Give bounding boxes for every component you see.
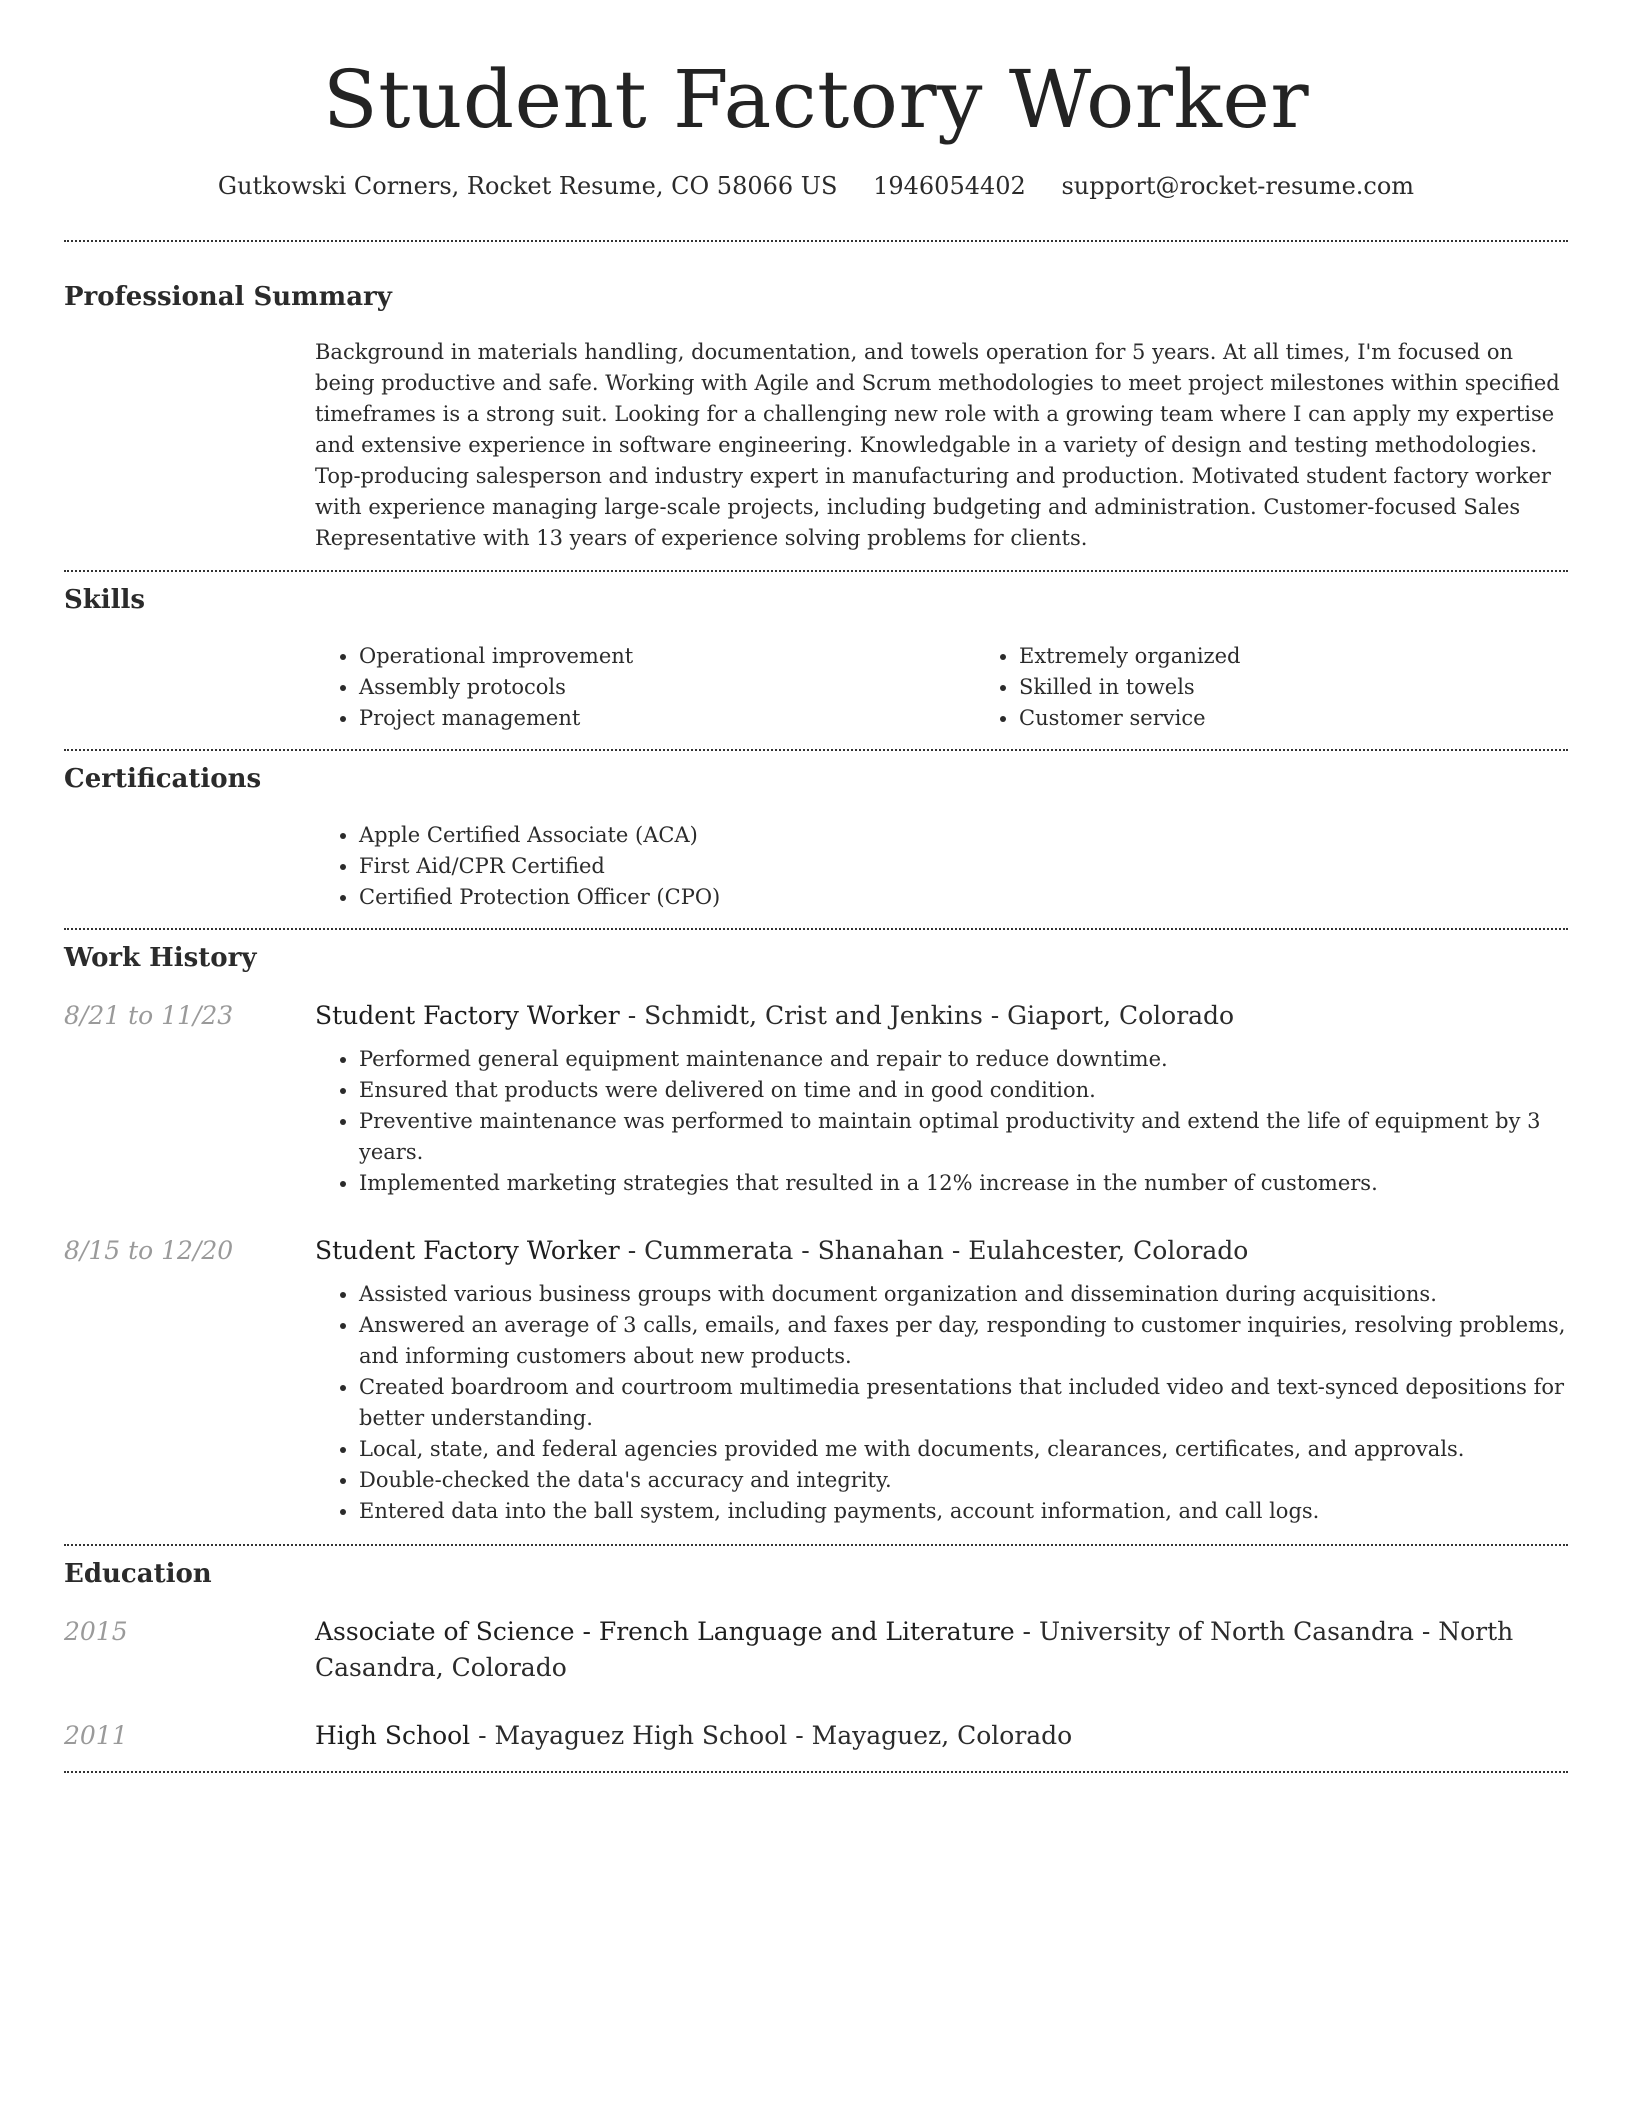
- certification-item: • First Aid/CPR Certified: [359, 851, 1568, 882]
- skills-section: [64, 584, 1568, 734]
- work-history-section: [64, 942, 1568, 1527]
- education-school: - University of North Casandra - North Casandra, Colorado: [315, 1617, 1514, 1682]
- certifications-spacer: [64, 820, 315, 913]
- contact-email: support@rocket-resume.com: [1061, 172, 1415, 200]
- section-divider: [64, 570, 1568, 572]
- skills-list-left: [315, 641, 975, 734]
- contact-phone: 1946054402: [873, 172, 1026, 200]
- job-spacer: [64, 1279, 315, 1527]
- job-role: Student Factory Worker: [315, 1001, 620, 1030]
- skill-item: • Extremely organized: [1019, 641, 1632, 672]
- job-title-line: [315, 1233, 1568, 1269]
- job-spacer: [64, 1044, 315, 1199]
- work-history-heading: Work History: [64, 943, 257, 973]
- section-divider: [64, 240, 1568, 242]
- candidate-name: Student Factory Worker: [322, 53, 1310, 146]
- section-divider: [64, 749, 1568, 751]
- job-bullet: • Double-checked the data's accuracy and integrity.: [359, 1465, 1568, 1496]
- job-bullet: • Created boardroom and courtroom multimedia presentations that included video and text-synced depositions for better understanding.: [359, 1372, 1568, 1434]
- job-entry: [64, 998, 1568, 1199]
- skill-item: • Customer service: [1019, 703, 1632, 734]
- education-degree: High School: [315, 1721, 471, 1750]
- education-year: 2015: [64, 1617, 128, 1646]
- summary-spacer: [64, 337, 315, 554]
- job-employer: - Cummerata - Shanahan - Eulahcester, Colorado: [619, 1236, 1249, 1265]
- job-bullet: • Performed general equipment maintenance and repair to reduce downtime.: [359, 1044, 1568, 1075]
- contact-line: [64, 170, 1568, 202]
- education-degree: Associate of Science - French Language and Literature: [315, 1617, 1015, 1646]
- summary-section: [64, 281, 1568, 554]
- education-title-line: [315, 1614, 1568, 1686]
- certification-item: • Certified Protection Officer (CPO): [359, 882, 1568, 913]
- job-dates: 8/15 to 12/20: [64, 1236, 234, 1265]
- job-title-line: [315, 998, 1568, 1034]
- job-bullets: [315, 1044, 1568, 1199]
- section-divider: [64, 1544, 1568, 1546]
- skills-heading: Skills: [64, 585, 146, 615]
- summary-text: Background in materials handling, documentation, and towels operation for 5 years. At all times, I'm focused on being productive and safe. Working with Agile and Scrum methodologies to meet project milestones within specified timeframes is a strong suit. Looking for a challenging new role with a growing team where I can apply my expertise and extensive experience in software engineering. Knowledgable in a variety of design and testing methodologies. Top-producing salesperson and industry expert in manufacturing and production. Motivated student factory worker with experience managing large-scale projects, including budgeting and administration. Customer-focused Sales Representative with 13 years of experience solving problems for clients.: [315, 340, 1560, 550]
- certifications-heading: Certifications: [64, 764, 262, 794]
- skills-spacer: [64, 641, 315, 734]
- skill-item: • Project management: [359, 703, 975, 734]
- education-year: 2011: [64, 1721, 128, 1750]
- education-school: - Mayaguez High School - Mayaguez, Colorado: [470, 1721, 1073, 1750]
- section-divider: [64, 1771, 1568, 1773]
- job-bullet: • Local, state, and federal agencies provided me with documents, clearances, certificates, and approvals.: [359, 1434, 1568, 1465]
- job-bullet: • Assisted various business groups with document organization and dissemination during acquisitions.: [359, 1279, 1568, 1310]
- job-entry: [64, 1233, 1568, 1527]
- certifications-list: [315, 820, 1568, 913]
- job-dates: 8/21 to 11/23: [64, 1001, 234, 1030]
- education-entry: [64, 1614, 1568, 1686]
- job-bullet: • Entered data into the ball system, including payments, account information, and call logs.: [359, 1496, 1568, 1527]
- skills-list-right: [975, 641, 1632, 734]
- education-entry: [64, 1718, 1568, 1754]
- job-bullet: • Ensured that products were delivered on time and in good condition.: [359, 1075, 1568, 1106]
- job-bullet: • Preventive maintenance was performed to maintain optimal productivity and extend the life of equipment by 3 years.: [359, 1106, 1568, 1168]
- job-bullets: [315, 1279, 1568, 1527]
- skill-item: • Assembly protocols: [359, 672, 975, 703]
- education-title-line: [315, 1718, 1568, 1754]
- education-section: [64, 1558, 1568, 1754]
- job-bullet: • Answered an average of 3 calls, emails, and faxes per day, responding to customer inquiries, resolving problems, and informing customers about new products.: [359, 1310, 1568, 1372]
- certification-item: • Apple Certified Associate (ACA): [359, 820, 1568, 851]
- job-role: Student Factory Worker: [315, 1236, 620, 1265]
- job-bullet: • Implemented marketing strategies that resulted in a 12% increase in the number of customers.: [359, 1168, 1568, 1199]
- certifications-section: [64, 763, 1568, 913]
- skill-item: • Skilled in towels: [1019, 672, 1632, 703]
- skill-item: • Operational improvement: [359, 641, 975, 672]
- education-heading: Education: [64, 1559, 212, 1589]
- section-divider: [64, 928, 1568, 930]
- summary-heading: Professional Summary: [64, 282, 392, 312]
- job-employer: - Schmidt, Crist and Jenkins - Giaport, Colorado: [619, 1001, 1235, 1030]
- contact-address: Gutkowski Corners, Rocket Resume, CO 58066 US: [217, 172, 838, 200]
